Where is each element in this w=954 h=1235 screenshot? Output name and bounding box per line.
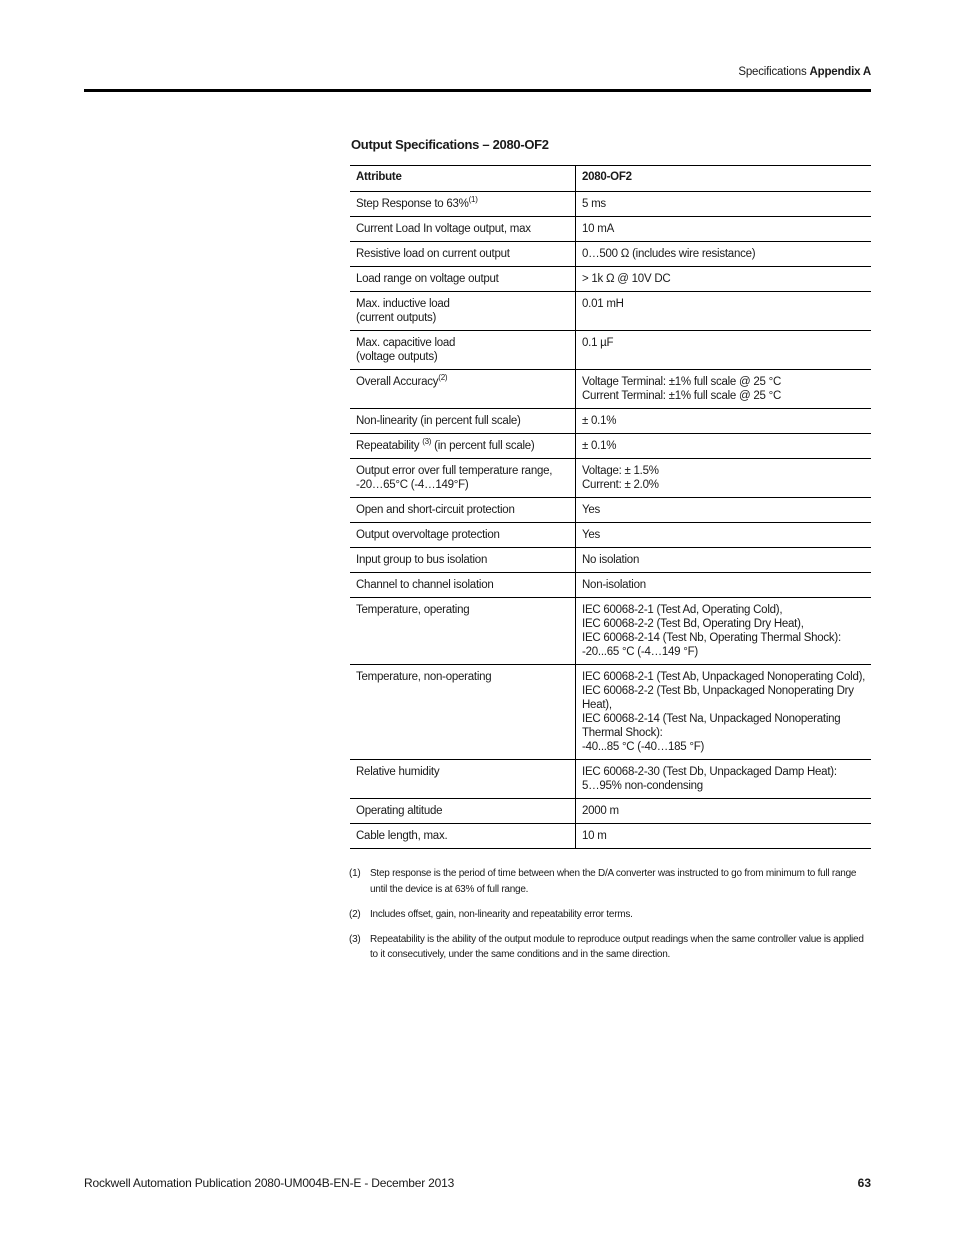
value-text: 5…95% non-condensing	[582, 780, 703, 792]
value-text: IEC 60068-2-1 (Test Ad, Operating Cold),	[582, 604, 783, 616]
attribute-text: (current outputs)	[356, 312, 437, 324]
value-text: 10 mA	[582, 223, 614, 235]
attribute-cell	[350, 370, 576, 409]
value-text: -40...85 °C (-40…185 °F)	[582, 741, 705, 753]
value-text: IEC 60068-2-14 (Test Na, Unpackaged Nonoperating Thermal Shock):	[582, 713, 841, 739]
value-cell	[576, 548, 872, 573]
table-row	[350, 292, 871, 331]
attribute-text: Channel to channel isolation	[356, 579, 494, 591]
attribute-cell	[350, 824, 576, 849]
attribute-text: Overall Accuracy	[356, 376, 439, 388]
attribute-text: (voltage outputs)	[356, 351, 438, 363]
value-text: 0.01 mH	[582, 298, 624, 310]
value-text: IEC 60068-2-2 (Test Bb, Unpackaged Nonoperating Dry Heat),	[582, 685, 854, 711]
value-text: ± 0.1%	[582, 415, 617, 427]
column-header-attribute: Attribute	[350, 166, 576, 192]
table-row	[350, 523, 871, 548]
table-row	[350, 331, 871, 370]
attribute-cell	[350, 217, 576, 242]
value-cell	[576, 292, 872, 331]
attribute-text: Cable length, max.	[356, 830, 448, 842]
attribute-text: Max. capacitive load	[356, 337, 456, 349]
table-title: Output Specifications – 2080-OF2	[351, 137, 549, 152]
attribute-text: Step Response to 63%	[356, 198, 469, 210]
running-header	[738, 66, 871, 78]
table-header-row	[350, 166, 871, 192]
attribute-cell	[350, 409, 576, 434]
attribute-text: Operating altitude	[356, 805, 443, 817]
value-text: 0.1 µF	[582, 337, 614, 349]
attribute-cell	[350, 598, 576, 665]
attribute-cell	[350, 192, 576, 217]
table-row	[350, 267, 871, 292]
value-text: 0…500 Ω (includes wire resistance)	[582, 248, 756, 260]
table-row	[350, 548, 871, 573]
attribute-cell	[350, 523, 576, 548]
value-text: IEC 60068-2-14 (Test Nb, Operating Thermal Shock):	[582, 632, 841, 644]
value-text: IEC 60068-2-1 (Test Ab, Unpackaged Nonoperating Cold),	[582, 671, 866, 683]
attribute-cell	[350, 267, 576, 292]
header-section: Specifications	[738, 66, 807, 78]
footnote-number: (3)	[349, 933, 361, 945]
page-number: 63	[857, 1176, 871, 1190]
value-cell	[576, 598, 872, 665]
value-text: ± 0.1%	[582, 440, 617, 452]
value-cell	[576, 242, 872, 267]
footnote-text: Repeatability is the ability of the output module to reproduce output readings when the same controller value is applied to it consecutively, under the same conditions and in the same direction.	[370, 933, 864, 960]
attribute-cell	[350, 548, 576, 573]
value-text: -20...65 °C (-4…149 °F)	[582, 646, 698, 658]
attribute-text: Current Load In voltage output, max	[356, 223, 531, 235]
table-row	[350, 498, 871, 523]
footnote-text: Step response is the period of time between when the D/A converter was instructed to go from minimum to full range until the device is at 63% of full range.	[370, 868, 857, 895]
value-text: No isolation	[582, 554, 640, 566]
value-cell	[576, 760, 872, 799]
footnote	[349, 907, 871, 923]
attribute-cell	[350, 665, 576, 760]
table-row	[350, 573, 871, 598]
attribute-text: (in percent full scale)	[431, 440, 535, 452]
value-text: Yes	[582, 504, 601, 516]
attribute-text: Max. inductive load	[356, 298, 450, 310]
table-row	[350, 409, 871, 434]
header-appendix: Appendix A	[809, 66, 871, 78]
value-text: Voltage Terminal: ±1% full scale @ 25 °C	[582, 376, 782, 388]
footnote	[349, 866, 871, 897]
table-row	[350, 192, 871, 217]
value-text: Non-isolation	[582, 579, 646, 591]
attribute-cell	[350, 459, 576, 498]
value-text: IEC 60068-2-2 (Test Bd, Operating Dry Heat),	[582, 618, 804, 630]
footnotes	[349, 866, 871, 972]
value-cell	[576, 799, 872, 824]
attribute-text: -20…65°C (-4…149°F)	[356, 479, 469, 491]
column-header-model: 2080-OF2	[576, 166, 872, 192]
table-row	[350, 459, 871, 498]
attribute-text: Temperature, operating	[356, 604, 470, 616]
attribute-cell	[350, 331, 576, 370]
table-row	[350, 799, 871, 824]
footnote-ref: (1)	[468, 195, 478, 205]
output-specifications-table	[350, 165, 871, 849]
value-cell	[576, 409, 872, 434]
value-cell	[576, 824, 872, 849]
value-text: 5 ms	[582, 198, 606, 210]
attribute-text: Load range on voltage output	[356, 273, 499, 285]
value-cell	[576, 523, 872, 548]
attribute-text: Open and short-circuit protection	[356, 504, 515, 516]
value-cell	[576, 498, 872, 523]
value-cell	[576, 267, 872, 292]
attribute-text: Output overvoltage protection	[356, 529, 500, 541]
table-row	[350, 242, 871, 267]
footnote-number: (2)	[349, 908, 361, 920]
value-cell	[576, 192, 872, 217]
value-text: > 1k Ω @ 10V DC	[582, 273, 671, 285]
table-row	[350, 598, 871, 665]
footnote-ref: (2)	[438, 373, 448, 383]
table-row	[350, 824, 871, 849]
attribute-text: Non-linearity (in percent full scale)	[356, 415, 521, 427]
attribute-cell	[350, 760, 576, 799]
table-row	[350, 370, 871, 409]
attribute-text: Input group to bus isolation	[356, 554, 488, 566]
footnote-ref: (3)	[422, 437, 432, 447]
table-row	[350, 217, 871, 242]
value-text: 10 m	[582, 830, 607, 842]
attribute-text: Relative humidity	[356, 766, 440, 778]
attribute-cell	[350, 573, 576, 598]
attribute-cell	[350, 434, 576, 459]
attribute-cell	[350, 242, 576, 267]
value-cell	[576, 331, 872, 370]
header-rule	[84, 89, 871, 92]
attribute-cell	[350, 799, 576, 824]
footer-publication: Rockwell Automation Publication 2080-UM004B-EN-E - December 2013	[84, 1176, 455, 1190]
value-text: Voltage: ± 1.5%	[582, 465, 659, 477]
footnote-number: (1)	[349, 868, 361, 879]
value-cell	[576, 217, 872, 242]
footnote-text: Includes offset, gain, non-linearity and repeatability error terms.	[370, 908, 633, 920]
value-text: IEC 60068-2-30 (Test Db, Unpackaged Damp Heat):	[582, 766, 837, 778]
table-row	[350, 434, 871, 459]
attribute-cell	[350, 498, 576, 523]
attribute-text: Temperature, non-operating	[356, 671, 492, 683]
attribute-text: Repeatability	[356, 440, 423, 452]
value-cell	[576, 370, 872, 409]
attribute-cell	[350, 292, 576, 331]
attribute-text: Output error over full temperature range,	[356, 465, 553, 477]
value-cell	[576, 665, 872, 760]
value-text: Current Terminal: ±1% full scale @ 25 °C	[582, 390, 782, 402]
value-text: Current: ± 2.0%	[582, 479, 659, 491]
table-row	[350, 760, 871, 799]
value-text: Yes	[582, 529, 601, 541]
attribute-text: Resistive load on current output	[356, 248, 510, 260]
table-body	[350, 192, 871, 849]
footnote	[349, 932, 871, 963]
value-cell	[576, 434, 872, 459]
value-text: 2000 m	[582, 805, 619, 817]
value-cell	[576, 459, 872, 498]
value-cell	[576, 573, 872, 598]
table-row	[350, 665, 871, 760]
